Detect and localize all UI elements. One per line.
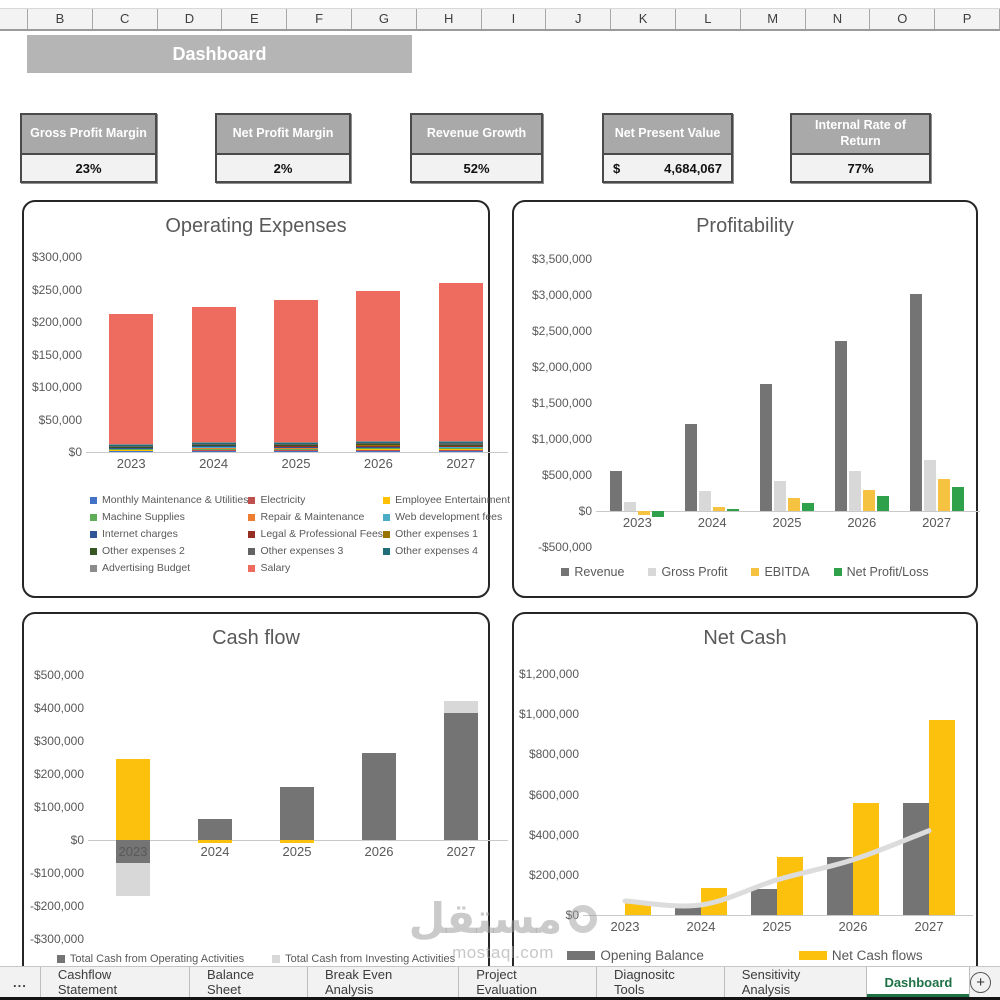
bar-segment (362, 753, 396, 840)
bar-segment (356, 441, 400, 442)
kpi-label: Gross Profit Margin (22, 115, 155, 155)
kpi-value: 4,684,067 (664, 160, 722, 176)
legend-item (90, 545, 248, 557)
legend-label: Internet charges (102, 528, 178, 540)
y-axis-label: $250,000 (31, 282, 82, 297)
bar-segment (198, 819, 232, 840)
y-axis-label: $600,000 (528, 787, 579, 802)
kpi-label: Revenue Growth (412, 115, 541, 155)
bar-segment (439, 441, 483, 442)
bar-segment (439, 451, 483, 452)
x-axis-label: 2023 (116, 456, 146, 471)
bar-segment (192, 449, 236, 450)
legend-item (248, 545, 383, 557)
chart-legend (514, 565, 976, 579)
bar (624, 502, 636, 511)
x-axis-label: 2027 (922, 515, 952, 530)
legend-label: Other expenses 2 (102, 545, 185, 557)
legend-item (383, 528, 510, 540)
bar (802, 503, 814, 511)
x-axis-label: 2023 (610, 919, 640, 934)
legend-swatch-icon (90, 514, 97, 521)
bar-segment (116, 863, 150, 896)
bar-segment (192, 307, 236, 442)
bar-segment (439, 445, 483, 446)
kpi-value: 77% (792, 155, 929, 181)
legend-item (248, 494, 383, 506)
legend-swatch-icon (248, 548, 255, 555)
y-axis-label: $0 (70, 833, 84, 847)
y-axis-label: $3,500,000 (531, 252, 592, 266)
bar-segment (109, 447, 153, 448)
bar (760, 384, 772, 511)
bar (685, 424, 697, 511)
sheet-tab-overflow[interactable]: ... (0, 967, 41, 997)
bar-segment (192, 445, 236, 446)
sheet-tab-cashflow-statement[interactable]: Cashflow Statement (41, 967, 190, 997)
chart-title: Cash flow (212, 627, 300, 649)
legend-label: Monthly Maintenance & Utilities (102, 494, 249, 506)
legend-swatch-icon (248, 514, 255, 521)
bar-segment (356, 444, 400, 445)
legend-swatch-icon (799, 951, 827, 960)
bar (877, 496, 889, 511)
column-header-H[interactable]: H (417, 9, 482, 29)
legend-label: EBITDA (764, 565, 810, 579)
bar (727, 509, 739, 511)
x-axis-label: 2025 (282, 844, 312, 859)
chart-title: Profitability (696, 215, 794, 237)
bar-segment (356, 446, 400, 447)
y-axis-label: $200,000 (33, 767, 84, 781)
kpi-value: 23% (22, 155, 155, 181)
page-title: Dashboard (27, 35, 412, 73)
y-axis-label: $1,200,000 (518, 667, 579, 681)
legend-label: Web development fees (395, 511, 503, 523)
x-axis-label: 2025 (772, 515, 802, 530)
column-header-M[interactable]: M (741, 9, 806, 29)
y-axis-label: $500,000 (33, 668, 84, 682)
legend-swatch-icon (567, 951, 595, 960)
x-axis-label: 2023 (118, 844, 148, 859)
bar (924, 460, 936, 511)
legend-swatch-icon (383, 514, 390, 521)
legend-item (567, 948, 704, 963)
bar-segment (356, 451, 400, 452)
kpi-label: Internal Rate of Return (792, 115, 929, 155)
bar-segment (356, 448, 400, 449)
kpi-net-profit-margin (215, 113, 351, 183)
bar-segment (192, 451, 236, 452)
x-axis-label: 2027 (446, 456, 476, 471)
legend-item (90, 562, 248, 574)
trend-line (587, 674, 967, 915)
sheet-tab-bar (0, 966, 1000, 1000)
legend-item (383, 545, 510, 557)
legend-item (648, 565, 727, 579)
column-header-B[interactable]: B (27, 9, 93, 29)
legend-label: Revenue (574, 565, 625, 579)
x-axis-label: 2026 (847, 515, 877, 530)
currency-symbol: $ (613, 160, 621, 176)
bar-segment (356, 442, 400, 443)
bar-segment (109, 314, 153, 444)
bar-segment (274, 445, 318, 446)
legend-label: Opening Balance (600, 948, 704, 963)
sheet-tab-break-even-analysis[interactable]: Break Even Analysis (308, 967, 459, 997)
legend-swatch-icon (383, 548, 390, 555)
legend-swatch-icon (248, 531, 255, 538)
legend-label: Repair & Maintenance (260, 511, 365, 523)
y-axis-label: $800,000 (528, 747, 579, 762)
column-header-O[interactable]: O (870, 9, 935, 29)
y-axis-label: $400,000 (33, 701, 84, 715)
bar-segment (109, 444, 153, 445)
kpi-value: 2% (217, 155, 349, 181)
bar-segment (274, 442, 318, 443)
bar-segment (109, 445, 153, 446)
bar-segment (274, 451, 318, 452)
y-axis-label: $150,000 (31, 347, 82, 362)
bar (849, 471, 861, 511)
legend-item (383, 494, 510, 506)
bar-segment (280, 840, 314, 843)
legend-swatch-icon (383, 497, 390, 504)
kpi-net-present-value (602, 113, 733, 183)
legend-label: Machine Supplies (102, 511, 185, 523)
bar-segment (356, 291, 400, 440)
legend-swatch-icon (248, 497, 255, 504)
x-axis-label: 2025 (281, 456, 311, 471)
y-axis-label: $1,000,000 (518, 707, 579, 722)
legend-item (561, 565, 624, 579)
x-axis-label: 2023 (622, 515, 652, 530)
column-header-P[interactable]: P (935, 9, 1000, 29)
chart-plot (90, 257, 502, 452)
legend-item (272, 953, 455, 965)
legend-swatch-icon (248, 565, 255, 572)
chart-legend (514, 948, 976, 963)
bar-segment (274, 446, 318, 447)
y-axis-label: -$200,000 (29, 899, 84, 913)
bar-segment (439, 283, 483, 441)
chart-legend (90, 494, 511, 574)
sheet-tab-balance-sheet[interactable]: Balance Sheet (190, 967, 308, 997)
bar-segment (192, 442, 236, 443)
chart-title: Net Cash (703, 627, 787, 649)
y-axis-label: -$100,000 (29, 866, 84, 880)
bar-segment (116, 759, 150, 840)
legend-item (751, 565, 809, 579)
legend-label: Net Profit/Loss (846, 565, 929, 579)
legend-item (90, 494, 248, 506)
bar (835, 341, 847, 511)
legend-swatch-icon (90, 531, 97, 538)
bar-segment (109, 451, 153, 452)
y-axis-label: $2,000,000 (531, 360, 592, 374)
chart-card-cash-flow[interactable] (22, 612, 490, 984)
chart-plot (587, 674, 967, 915)
sheet-tab-sensitivity-analysis[interactable]: Sensitivity Analysis (725, 967, 868, 997)
bar-segment (192, 443, 236, 444)
legend-item (799, 948, 923, 963)
sheet-tab-project-evaluation[interactable]: Project Evaluation (459, 967, 597, 997)
y-axis-label: $0 (68, 445, 82, 459)
legend-swatch-icon (90, 497, 97, 504)
legend-swatch-icon (751, 568, 759, 576)
legend-swatch-icon (648, 568, 656, 576)
legend-item (248, 528, 383, 540)
x-axis-label: 2025 (762, 919, 792, 934)
x-axis-label: 2024 (199, 456, 229, 471)
chart-plot (92, 675, 502, 939)
legend-label: Net Cash flows (831, 948, 923, 963)
legend-item (248, 562, 383, 574)
legend-label: Salary (260, 562, 291, 574)
y-axis-label: $1,500,000 (531, 396, 592, 410)
chart-plot (600, 259, 974, 547)
bar-segment (274, 443, 318, 444)
legend-item (383, 511, 510, 523)
y-axis-label: -$300,000 (29, 932, 84, 946)
legend-swatch-icon (834, 568, 842, 576)
chart-title: Operating Expenses (165, 215, 347, 237)
legend-swatch-icon (57, 955, 65, 963)
y-axis-label: $300,000 (33, 734, 84, 748)
bar-segment (444, 701, 478, 713)
y-axis-label: $0 (565, 908, 579, 922)
column-header-D[interactable]: D (158, 9, 223, 29)
column-header-I[interactable]: I (482, 9, 547, 29)
watermark-domain: mostaql.com (452, 943, 554, 963)
x-axis-label: 2027 (914, 919, 944, 934)
chart-card-net-cash[interactable] (512, 612, 978, 984)
column-header-F[interactable]: F (287, 9, 352, 29)
column-header-C[interactable]: C (93, 9, 158, 29)
y-axis-label: -$500,000 (537, 540, 592, 554)
chart-legend (24, 953, 488, 965)
legend-item (90, 511, 248, 523)
legend-label: Employee Entertainment (395, 494, 511, 506)
legend-swatch-icon (272, 955, 280, 963)
x-axis-label: 2026 (838, 919, 868, 934)
bar (910, 294, 922, 511)
bar-segment (280, 787, 314, 840)
chart-card-profitability[interactable] (512, 200, 978, 598)
column-header-K[interactable]: K (611, 9, 676, 29)
y-axis-label: $400,000 (528, 827, 579, 842)
legend-label: Total Cash from Investing Activities (285, 953, 456, 965)
add-sheet-button[interactable]: + (970, 972, 991, 993)
x-axis-label: 2024 (697, 515, 727, 530)
bar-segment (192, 448, 236, 449)
legend-swatch-icon (90, 565, 97, 572)
legend-label: Other expenses 3 (260, 545, 344, 557)
bar (713, 507, 725, 511)
x-axis-label: 2026 (364, 844, 394, 859)
bar (774, 481, 786, 511)
bar (699, 491, 711, 511)
y-axis-label: $1,000,000 (531, 432, 592, 446)
kpi-revenue-growth (410, 113, 543, 183)
kpi-gross-profit-margin (20, 113, 157, 183)
chart-card-operating-expenses[interactable] (22, 200, 511, 598)
y-axis-label: $100,000 (31, 380, 82, 394)
x-axis-label: 2024 (686, 919, 716, 934)
x-axis-label: 2026 (363, 456, 393, 471)
column-headers (0, 8, 1000, 31)
y-axis-label: $50,000 (38, 412, 82, 427)
column-header-G[interactable]: G (352, 9, 417, 29)
legend-label: Other expenses 4 (395, 545, 478, 557)
x-axis-label: 2027 (446, 844, 476, 859)
bar (610, 471, 622, 511)
watermark-brand: مستقل (408, 894, 563, 943)
legend-item (834, 565, 929, 579)
column-header-N[interactable]: N (806, 9, 871, 29)
kpi-value: 52% (412, 155, 541, 181)
y-axis-label: $200,000 (528, 867, 579, 882)
legend-label: Electricity (260, 494, 306, 506)
x-axis-label: 2024 (200, 844, 230, 859)
bar (952, 487, 964, 511)
bar-segment (439, 442, 483, 443)
legend-item (248, 511, 383, 523)
legend-item (90, 528, 248, 540)
column-header-E[interactable]: E (222, 9, 287, 29)
sheet-tab-dashboard[interactable]: Dashboard (867, 967, 970, 997)
legend-label: Legal & Professional Fees (260, 528, 384, 540)
y-axis-label: $2,500,000 (531, 324, 592, 338)
x-axis-line (583, 915, 973, 916)
column-header-L[interactable]: L (676, 9, 741, 29)
bar-segment (274, 300, 318, 442)
bar-segment (198, 840, 232, 843)
legend-item (57, 953, 244, 965)
kpi-internal-rate-of-return (790, 113, 931, 183)
sheet-tab-diagnositc-tools[interactable]: Diagnositc Tools (597, 967, 725, 997)
y-axis-label: $500,000 (541, 468, 592, 482)
legend-swatch-icon (383, 531, 390, 538)
legend-swatch-icon (90, 548, 97, 555)
y-axis-label: $0 (578, 504, 592, 518)
legend-label: Advertising Budget (102, 562, 191, 574)
y-axis-label: $3,000,000 (531, 288, 592, 302)
bar-segment (439, 448, 483, 449)
column-header-J[interactable]: J (546, 9, 611, 29)
legend-label: Gross Profit (661, 565, 728, 579)
bar-segment (109, 449, 153, 450)
bar (938, 479, 950, 511)
legend-label: Total Cash from Operating Activities (69, 953, 245, 965)
kpi-label: Net Profit Margin (217, 115, 349, 155)
y-axis-label: $300,000 (31, 250, 82, 264)
bar (863, 490, 875, 511)
y-axis-label: $100,000 (33, 800, 84, 814)
kpi-label: Net Present Value (604, 115, 731, 155)
bar-segment (274, 449, 318, 450)
legend-swatch-icon (561, 568, 569, 576)
bar-segment (444, 713, 478, 840)
y-axis-label: $200,000 (31, 315, 82, 329)
legend-label: Other expenses 1 (395, 528, 478, 540)
bar (788, 498, 800, 511)
